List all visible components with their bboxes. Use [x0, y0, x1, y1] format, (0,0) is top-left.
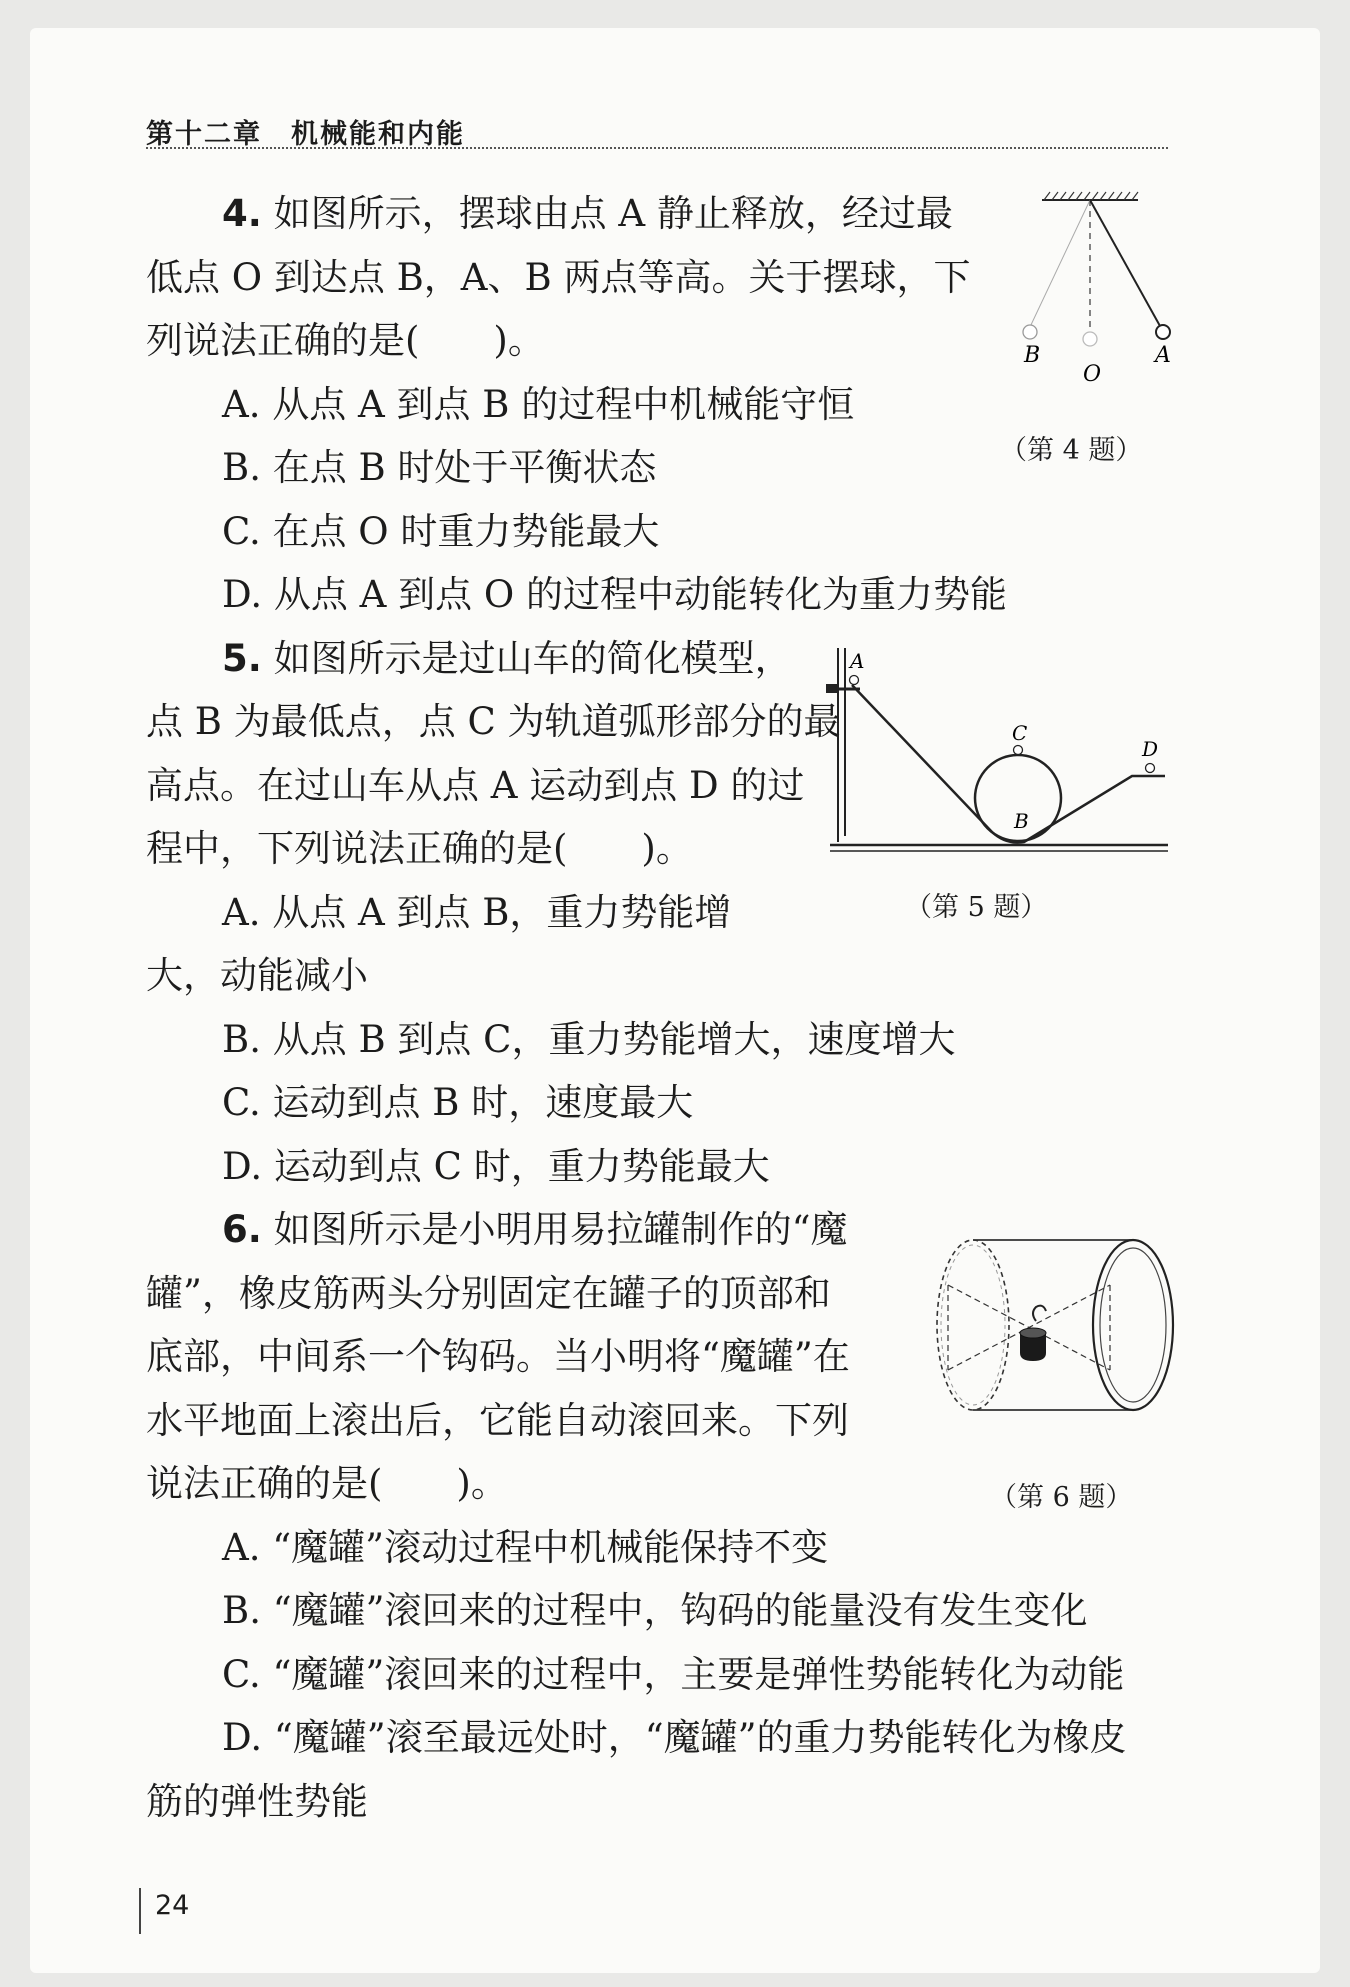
question-4-option-c: C. 在点 O 时重力势能最大: [222, 510, 660, 553]
point-a: [850, 676, 859, 685]
question-6-stem-line-3: 底部，中间系一个钩码。当小明将“魔罐”在: [146, 1335, 850, 1378]
figure-6-caption: （第 6 题）: [990, 1482, 1133, 1513]
label-c: C: [1012, 721, 1028, 745]
question-5-stem-line-2: 点 B 为最低点，点 C 为轨道弧形部分的最: [146, 700, 841, 743]
track-path: [852, 685, 1165, 843]
question-5-stem-line-1: 5. 如图所示是过山车的简化模型，: [222, 637, 792, 680]
figure-4-caption: （第 4 题）: [1000, 435, 1143, 466]
question-6-option-a: A. “魔罐”滚动过程中机械能保持不变: [222, 1526, 829, 1569]
string-to-a: [1090, 200, 1160, 326]
page-number-bar: [139, 1888, 141, 1934]
question-4-stem-line-3: 列说法正确的是( )。: [146, 319, 545, 362]
question-4-stem-line-2: 低点 O 到达点 B，A、B 两点等高。关于摆球，下: [146, 256, 971, 299]
question-6-option-c: C. “魔罐”滚回来的过程中，主要是弹性势能转化为动能: [222, 1653, 1125, 1696]
question-6-stem-line-4: 水平地面上滚出后，它能自动滚回来。下列: [146, 1399, 849, 1442]
ball-o: [1083, 332, 1097, 346]
point-c: [1014, 746, 1023, 755]
label-b: B: [1024, 343, 1041, 368]
hook-weight-top: [1020, 1328, 1046, 1338]
question-6-option-d-cont: 筋的弹性势能: [146, 1780, 368, 1823]
question-6-stem-line-2: 罐”，橡皮筋两头分别固定在罐子的顶部和: [146, 1272, 831, 1315]
question-5-option-a-cont: 大，动能减小: [146, 954, 368, 997]
roller-coaster-figure: [820, 640, 1180, 860]
question-5-option-b: B. 从点 B 到点 C，重力势能增大，速度增大: [222, 1018, 956, 1061]
ball-a: [1156, 325, 1170, 339]
label-b: B: [1014, 809, 1029, 833]
question-5-option-d: D. 运动到点 C 时，重力势能最大: [222, 1145, 770, 1188]
label-a: A: [850, 649, 865, 673]
question-4-number: 4.: [222, 192, 262, 235]
question-6-option-b: B. “魔罐”滚回来的过程中，钩码的能量没有发生变化: [222, 1589, 1088, 1632]
header-rule: [146, 147, 1168, 149]
question-6-stem-line-5: 说法正确的是( )。: [146, 1462, 508, 1505]
label-d: D: [1142, 737, 1159, 761]
can-back-rim-inner: [941, 1245, 1005, 1405]
question-4-option-b: B. 在点 B 时处于平衡状态: [222, 446, 657, 489]
question-6-number: 6.: [222, 1208, 262, 1251]
question-6-option-d: D. “魔罐”滚至最远处时，“魔罐”的重力势能转化为橡皮: [222, 1716, 1127, 1759]
question-5-stem-line-3: 高点。在过山车从点 A 运动到点 D 的过: [146, 764, 805, 807]
question-6-stem-line-1: 6. 如图所示是小明用易拉罐制作的“魔: [222, 1208, 848, 1251]
point-d: [1146, 764, 1155, 773]
question-4-stem-line-1: 4. 如图所示，摆球由点 A 静止释放，经过最: [222, 192, 953, 235]
label-o: O: [1083, 362, 1102, 387]
pendulum-figure: [1024, 186, 1190, 387]
question-5-number: 5.: [222, 637, 262, 680]
can-front-rim: [1093, 1240, 1173, 1410]
figure-5-caption: （第 5 题）: [905, 892, 1048, 923]
chapter-title: 第十二章 机械能和内能: [146, 119, 465, 150]
weight-hook: [1033, 1306, 1046, 1321]
page-number: 24: [155, 1890, 190, 1921]
label-a: A: [1155, 343, 1171, 368]
question-5-option-c: C. 运动到点 B 时，速度最大: [222, 1081, 694, 1124]
question-5-option-a: A. 从点 A 到点 B，重力势能增: [222, 891, 732, 934]
question-4-option-d: D. 从点 A 到点 O 的过程中动能转化为重力势能: [222, 573, 1007, 616]
ball-b: [1023, 325, 1037, 339]
ceiling-hatch: [1044, 192, 1138, 200]
magic-can-figure: [918, 1225, 1178, 1425]
question-5-stem-line-4: 程中，下列说法正确的是( )。: [146, 827, 693, 870]
string-to-b: [1030, 200, 1090, 327]
launch-clamp: [826, 684, 838, 693]
question-4-option-a: A. 从点 A 到点 B 的过程中机械能守恒: [222, 383, 855, 426]
